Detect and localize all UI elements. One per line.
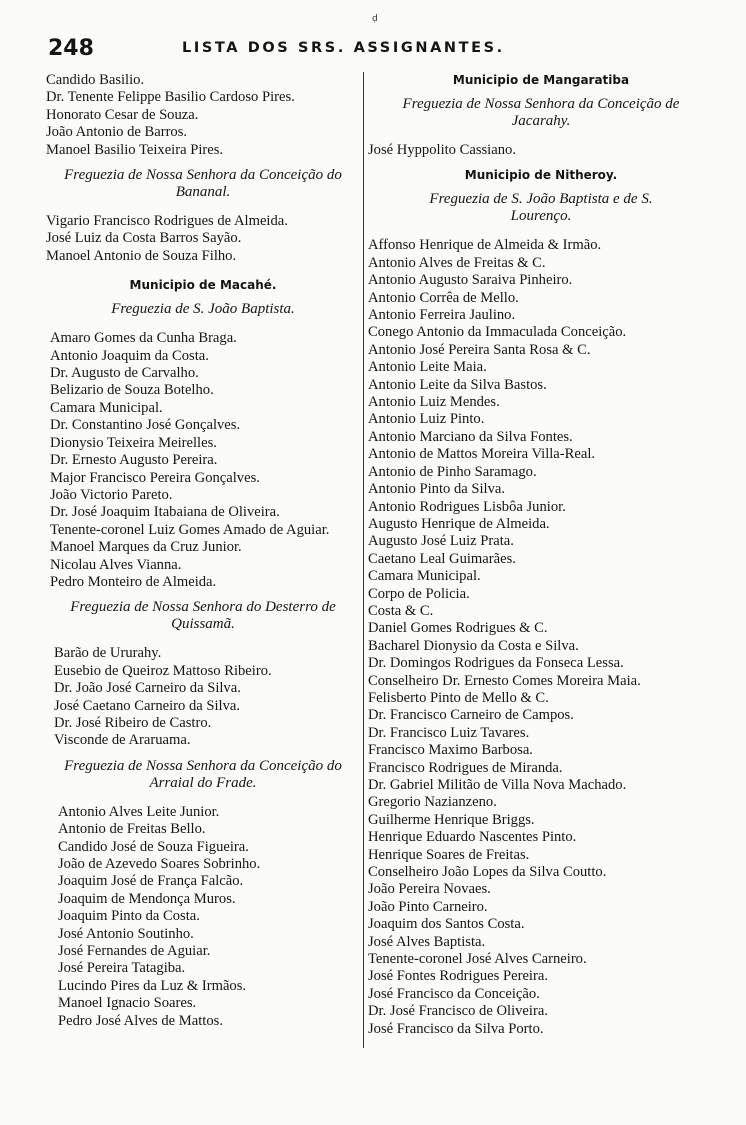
- subscriber-name: Augusto José Luiz Prata.: [368, 533, 514, 550]
- municipio-heading: Municipio de Mangaratiba: [452, 73, 630, 87]
- subscriber-name: Dr. João José Carneiro da Silva.: [54, 680, 241, 697]
- subscriber-name: Conselheiro Dr. Ernesto Comes Moreira Maia.: [368, 672, 641, 689]
- subscriber-name: Antonio de Pinho Saramago.: [368, 463, 537, 480]
- subscriber-name: Tenente-coronel José Alves Carneiro.: [368, 951, 587, 968]
- subscriber-name: Caetano Leal Guimarães.: [368, 550, 516, 567]
- section-frade: [46, 758, 360, 1030]
- subscriber-name: Manoel Marques da Cruz Junior.: [50, 539, 242, 556]
- subscriber-name: José Alves Baptista.: [368, 933, 486, 950]
- subscriber-name: Major Francisco Pereira Gonçalves.: [50, 469, 260, 486]
- subscriber-name: Antonio Pinto da Silva.: [368, 481, 506, 498]
- subscriber-name: José Pereira Tatagiba.: [58, 960, 186, 977]
- subscriber-name: Henrique Eduardo Nascentes Pinto.: [368, 829, 577, 846]
- subscriber-name: Antonio Alves Leite Junior.: [58, 803, 220, 820]
- section-mangaratiba: [368, 72, 714, 159]
- subscriber-name: Bacharel Dionysio da Costa e Silva.: [368, 637, 579, 654]
- subscriber-name: Antonio de Mattos Moreira Villa-Real.: [368, 446, 596, 463]
- subscriber-name: José Fontes Rodrigues Pereira.: [368, 968, 548, 985]
- subscriber-name: Pedro Monteiro de Almeida.: [50, 573, 217, 590]
- subscriber-name: Affonso Henrique de Almeida & Irmão.: [368, 237, 602, 254]
- subscriber-name: Antonio Luiz Pinto.: [368, 411, 485, 428]
- subscriber-name: Costa & C.: [368, 602, 434, 619]
- subscriber-name: João Victorio Pareto.: [50, 486, 173, 503]
- subscriber-name: João Pinto Carneiro.: [368, 898, 488, 915]
- subscriber-name: Nicolau Alves Vianna.: [50, 556, 182, 573]
- subscriber-name: Henrique Soares de Freitas.: [368, 846, 530, 863]
- subscriber-name: Antonio Leite da Silva Bastos.: [368, 376, 547, 393]
- subscriber-name: José Antonio Soutinho.: [58, 925, 194, 942]
- name-list: [46, 330, 360, 591]
- left-column: [46, 72, 360, 1030]
- intro-name-list: [46, 72, 360, 159]
- subscriber-name: Belizario de Souza Botelho.: [50, 382, 214, 399]
- section-quissama: [46, 599, 360, 749]
- parish-heading: Freguezia de Nossa Senhora da Conceição do Arraial do Frade.: [64, 757, 342, 791]
- section-bananal: [46, 167, 360, 265]
- subscriber-name: Joaquim José de França Falcão.: [58, 873, 244, 890]
- subscriber-name: Antonio Luiz Mendes.: [368, 394, 500, 411]
- subscriber-name: Antonio Joaquim da Costa.: [50, 347, 209, 364]
- subscriber-name: Camara Municipal.: [50, 399, 163, 416]
- parish-heading: Freguezia de Nossa Senhora da Conceição do Bananal.: [64, 167, 342, 201]
- subscriber-name: Dr. José Francisco de Oliveira.: [368, 1003, 548, 1020]
- subscriber-name: Joaquim Pinto da Costa.: [58, 908, 200, 925]
- subscriber-name: Honorato Cesar de Souza.: [46, 106, 199, 123]
- subscriber-name: Felisberto Pinto de Mello & C.: [368, 689, 549, 706]
- subscriber-name: Dr. Ernesto Augusto Pereira.: [50, 452, 218, 469]
- subscriber-name: Dr. Francisco Carneiro de Campos.: [368, 707, 574, 724]
- subscriber-name: Dr. Tenente Felippe Basilio Cardoso Pires.: [46, 89, 295, 106]
- subscriber-name: Joaquim dos Santos Costa.: [368, 916, 525, 933]
- subscriber-name: Visconde de Araruama.: [54, 732, 191, 749]
- subscriber-name: Dr. Augusto de Carvalho.: [50, 365, 199, 382]
- subscriber-name: Guilherme Henrique Briggs.: [368, 811, 535, 828]
- subscriber-name: Antonio de Freitas Bello.: [58, 821, 206, 838]
- subscriber-name: Candido Basilio.: [46, 72, 145, 88]
- subscriber-name: Antonio Alves de Freitas & C.: [368, 254, 546, 271]
- column-divider: [363, 72, 364, 1048]
- subscriber-name: Antonio Corrêa de Mello.: [368, 289, 519, 306]
- subscriber-name: Antonio Ferreira Jaulino.: [368, 307, 516, 324]
- subscriber-name: José Fernandes de Aguiar.: [58, 943, 211, 960]
- subscriber-name: Augusto Henrique de Almeida.: [368, 515, 550, 532]
- subscriber-name: Vigario Francisco Rodrigues de Almeida.: [46, 213, 288, 230]
- name-list: [368, 142, 714, 159]
- subscriber-name: Corpo de Policia.: [368, 585, 470, 602]
- subscriber-name: Manoel Antonio de Souza Filho.: [46, 247, 237, 264]
- subscriber-name: Dr. Francisco Luiz Tavares.: [368, 724, 530, 741]
- subscriber-name: Barão de Ururahy.: [54, 645, 162, 662]
- subscriber-name: Tenente-coronel Luiz Gomes Amado de Aguiar.: [50, 521, 330, 538]
- subscriber-name: Antonio Augusto Saraiva Pinheiro.: [368, 272, 573, 289]
- subscriber-name: Camara Municipal.: [368, 568, 481, 585]
- subscriber-name: João Pereira Novaes.: [368, 881, 491, 898]
- parish-heading: Freguezia de S. João Baptista e de S. Lourenço.: [429, 191, 653, 225]
- subscriber-name: José Francisco da Silva Porto.: [368, 1020, 544, 1037]
- section-nitheroy: [368, 167, 714, 1038]
- subscriber-name: Pedro José Alves de Mattos.: [58, 1012, 223, 1029]
- subscriber-name: Francisco Rodrigues de Miranda.: [368, 759, 563, 776]
- subscriber-name: Antonio José Pereira Santa Rosa & C.: [368, 341, 591, 358]
- parish-heading: Freguezia de S. João Baptista.: [111, 301, 295, 318]
- subscriber-name: Antonio Leite Maia.: [368, 359, 487, 376]
- parish-heading: Freguezia de Nossa Senhora do Desterro de Quissamã.: [70, 599, 336, 633]
- municipio-heading: Municipio de Macahé.: [129, 278, 277, 293]
- page-number: 248: [48, 36, 94, 61]
- subscriber-name: Dr. Gabriel Militão de Villa Nova Machado.: [368, 777, 627, 793]
- running-head: [40, 34, 710, 64]
- name-list: [46, 804, 360, 1030]
- subscriber-name: Dr. Constantino José Gonçalves.: [50, 417, 241, 434]
- subscriber-name: João Antonio de Barros.: [46, 124, 188, 141]
- subscriber-name: Conselheiro João Lopes da Silva Coutto.: [368, 864, 607, 881]
- subscriber-name: Joaquim de Mendonça Muros.: [58, 890, 236, 907]
- subscriber-name: Antonio Marciano da Silva Fontes.: [368, 428, 573, 445]
- municipio-heading: Municipio de Nitheroy.: [464, 168, 618, 183]
- subscriber-name: Manoel Ignacio Soares.: [58, 995, 197, 1012]
- name-list: [368, 237, 714, 1038]
- printer-mark: ḍ: [372, 14, 378, 24]
- subscriber-name: José Hyppolito Cassiano.: [368, 142, 516, 158]
- subscriber-name: João de Azevedo Soares Sobrinho.: [58, 856, 261, 872]
- subscriber-name: Daniel Gomes Rodrigues & C.: [368, 620, 548, 637]
- subscriber-name: Lucindo Pires da Luz & Irmãos.: [58, 977, 247, 994]
- name-list: [46, 213, 360, 265]
- parish-heading: Freguezia de Nossa Senhora da Conceição de Jacarahy.: [402, 96, 680, 129]
- subscriber-name: Dr. Domingos Rodrigues da Fonseca Lessa.: [368, 655, 624, 672]
- page-title: LISTA DOS SRS. ASSIGNANTES.: [182, 40, 505, 56]
- subscriber-name: José Luiz da Costa Barros Sayão.: [46, 230, 242, 247]
- name-list: [46, 645, 360, 749]
- subscriber-name: Conego Antonio da Immaculada Conceição.: [368, 324, 627, 341]
- subscriber-name: Dionysio Teixeira Meirelles.: [50, 434, 217, 451]
- subscriber-name: Eusebio de Queiroz Mattoso Ribeiro.: [54, 662, 272, 679]
- subscriber-name: José Caetano Carneiro da Silva.: [54, 697, 241, 714]
- subscriber-name: José Francisco da Conceição.: [368, 985, 540, 1002]
- subscriber-name: Dr. José Ribeiro de Castro.: [54, 714, 212, 731]
- subscriber-name: Dr. José Joaquim Itabaiana de Oliveira.: [50, 504, 280, 521]
- subscriber-name: Manoel Basilio Teixeira Pires.: [46, 141, 224, 158]
- subscriber-name: Francisco Maximo Barbosa.: [368, 742, 533, 759]
- subscriber-name: Amaro Gomes da Cunha Braga.: [50, 330, 237, 347]
- right-column: [368, 72, 714, 1038]
- subscriber-name: Antonio Rodrigues Lisbôa Junior.: [368, 498, 566, 515]
- subscriber-name: Gregorio Nazianzeno.: [368, 794, 497, 811]
- section-macahe: [46, 277, 360, 591]
- subscriber-name: Candido José de Souza Figueira.: [58, 838, 249, 855]
